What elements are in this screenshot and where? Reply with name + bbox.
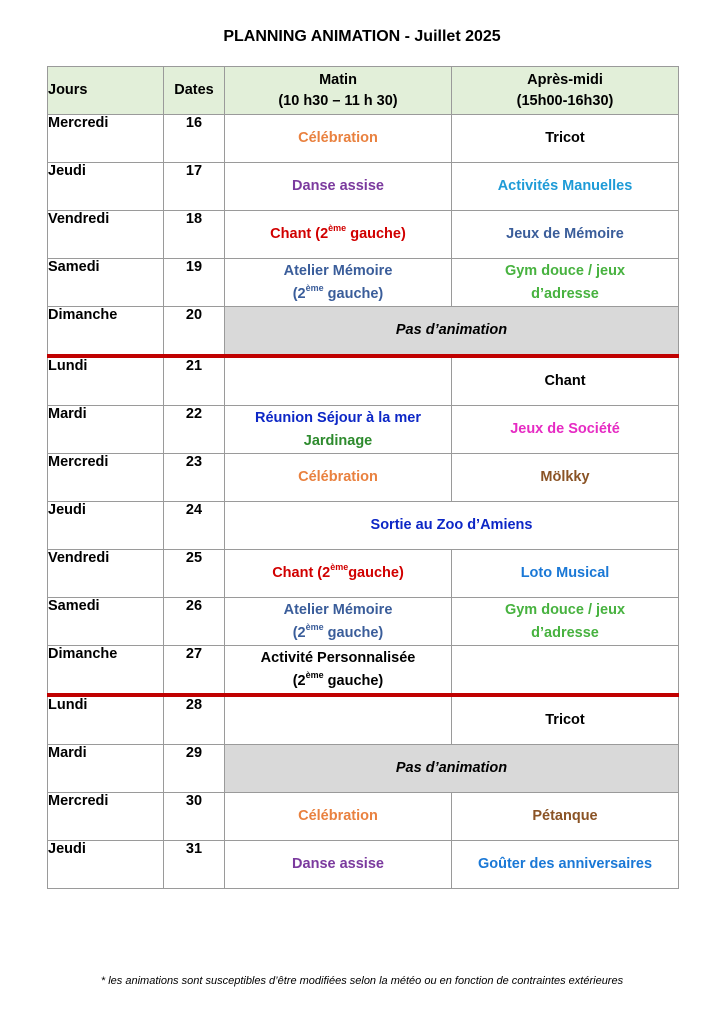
full-day-activity: Sortie au Zoo d’Amiens: [225, 502, 679, 550]
table-row: [48, 307, 679, 357]
table-row: [48, 598, 679, 646]
date-cell: 17: [164, 163, 225, 211]
afternoon-activity: Activités Manuelles: [452, 163, 679, 211]
ordinal-superscript: ème: [305, 282, 324, 293]
header-morning-hours: (10 h30 – 11 h 30): [278, 92, 398, 109]
morning-activity: [225, 259, 452, 307]
date-cell: 24: [164, 502, 225, 550]
day-cell: Dimanche: [48, 307, 164, 357]
day-cell: Mercredi: [48, 115, 164, 163]
table-row: [48, 259, 679, 307]
activity-text: d’adresse: [531, 285, 599, 302]
date-cell: 19: [164, 259, 225, 307]
activity-text: Réunion Séjour à la mer: [255, 409, 421, 426]
day-cell: Samedi: [48, 259, 164, 307]
afternoon-activity: Jeux de Société: [452, 406, 679, 454]
activity-text: gauche): [323, 285, 384, 302]
table-row: [48, 163, 679, 211]
afternoon-activity: Tricot: [452, 115, 679, 163]
table-row: [48, 793, 679, 841]
date-cell: 27: [164, 646, 225, 696]
morning-activity: Danse assise: [225, 841, 452, 889]
afternoon-activity: Pétanque: [452, 793, 679, 841]
afternoon-activity: Loto Musical: [452, 550, 679, 598]
table-row: [48, 695, 679, 745]
ordinal-superscript: ème: [328, 223, 347, 234]
activity-text: (2: [292, 624, 306, 641]
date-cell: 30: [164, 793, 225, 841]
activity-text: (2: [292, 285, 306, 302]
day-cell: Mercredi: [48, 454, 164, 502]
table-row: [48, 550, 679, 598]
header-morning-label: Matin: [319, 71, 357, 88]
header-days: Jours: [48, 67, 164, 115]
table-row: [48, 646, 679, 696]
footnote: * les animations sont susceptibles d’être modifiées selon la météo ou en fonction de contraintes extérieures: [100, 975, 624, 987]
activity-text: d’adresse: [531, 624, 599, 641]
activity-text: Gym douce / jeux: [504, 262, 626, 279]
morning-activity: [225, 550, 452, 598]
date-cell: 22: [164, 406, 225, 454]
no-activity-cell: Pas d’animation: [225, 745, 679, 793]
activity-text: Atelier Mémoire: [283, 601, 393, 618]
date-cell: 20: [164, 307, 225, 357]
day-cell: Mercredi: [48, 793, 164, 841]
afternoon-activity: [452, 598, 679, 646]
table-row: [48, 841, 679, 889]
morning-activity: [225, 695, 452, 745]
morning-activity: Célébration: [225, 454, 452, 502]
table-row: [48, 211, 679, 259]
table-row: [48, 454, 679, 502]
activity-text: Atelier Mémoire: [283, 262, 393, 279]
afternoon-activity: [452, 646, 679, 696]
morning-activity: [225, 646, 452, 696]
day-cell: Mardi: [48, 406, 164, 454]
date-cell: 23: [164, 454, 225, 502]
morning-activity: Danse assise: [225, 163, 452, 211]
page-title: PLANNING ANIMATION - Juillet 2025: [223, 28, 501, 45]
date-cell: 26: [164, 598, 225, 646]
afternoon-activity: Tricot: [452, 695, 679, 745]
date-cell: 29: [164, 745, 225, 793]
morning-activity: [225, 598, 452, 646]
header-afternoon-hours: (15h00-16h30): [516, 92, 614, 109]
date-cell: 21: [164, 356, 225, 406]
activity-text: Chant (2: [270, 226, 329, 242]
day-cell: Vendredi: [48, 550, 164, 598]
activity-text: Chant (2: [272, 565, 331, 581]
ordinal-superscript: ème: [305, 669, 324, 680]
activity-text: gauche): [346, 226, 406, 242]
morning-activity: Célébration: [225, 793, 452, 841]
morning-activity: [225, 406, 452, 454]
afternoon-activity: Mölkky: [452, 454, 679, 502]
activity-schedule-table: [47, 66, 679, 889]
table-row: [48, 406, 679, 454]
date-cell: 18: [164, 211, 225, 259]
day-cell: Lundi: [48, 695, 164, 745]
activity-text: Gym douce / jeux: [504, 601, 626, 618]
day-cell: Dimanche: [48, 646, 164, 696]
activity-text: gauche): [323, 624, 384, 641]
ordinal-superscript: ème: [305, 621, 324, 632]
header-morning: [225, 67, 452, 115]
afternoon-activity: Goûter des anniversaires: [452, 841, 679, 889]
day-cell: Lundi: [48, 356, 164, 406]
header-dates: Dates: [164, 67, 225, 115]
date-cell: 25: [164, 550, 225, 598]
afternoon-activity: Jeux de Mémoire: [452, 211, 679, 259]
afternoon-activity: Chant: [452, 356, 679, 406]
no-activity-cell: Pas d’animation: [225, 307, 679, 357]
date-cell: 28: [164, 695, 225, 745]
day-cell: Samedi: [48, 598, 164, 646]
header-afternoon-label: Après-midi: [527, 71, 603, 88]
afternoon-activity: [452, 259, 679, 307]
header-afternoon: [452, 67, 679, 115]
table-row: [48, 745, 679, 793]
activity-text: gauche): [348, 565, 404, 581]
day-cell: Jeudi: [48, 163, 164, 211]
morning-activity: [225, 211, 452, 259]
activity-text: Activité Personnalisée: [260, 649, 416, 666]
day-cell: Jeudi: [48, 841, 164, 889]
activity-text: gauche): [323, 672, 384, 689]
day-cell: Vendredi: [48, 211, 164, 259]
table-row: [48, 356, 679, 406]
date-cell: 31: [164, 841, 225, 889]
table-row: [48, 115, 679, 163]
ordinal-superscript: ème: [330, 562, 349, 573]
table-header-row: [48, 67, 679, 115]
date-cell: 16: [164, 115, 225, 163]
morning-activity: Célébration: [225, 115, 452, 163]
morning-activity: [225, 356, 452, 406]
table-row: [48, 502, 679, 550]
activity-text: Jardinage: [303, 432, 373, 449]
activity-text: (2: [292, 672, 306, 689]
day-cell: Mardi: [48, 745, 164, 793]
day-cell: Jeudi: [48, 502, 164, 550]
